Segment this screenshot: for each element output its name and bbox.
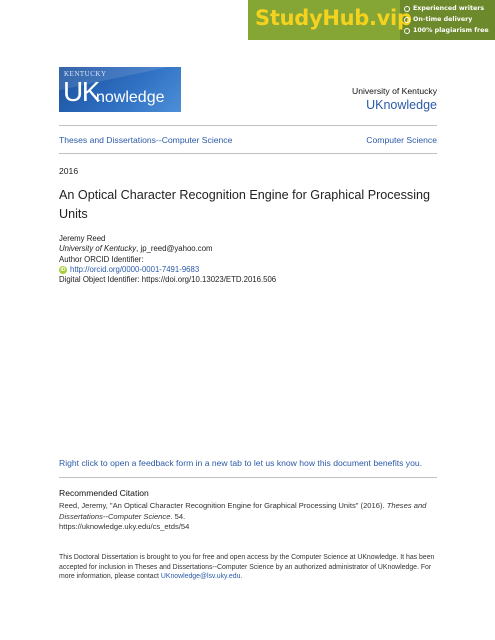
shield-icon [404, 28, 410, 34]
author-affiliation: University of Kentucky [59, 244, 137, 254]
series-link[interactable]: Theses and Dissertations--Computer Science [59, 135, 233, 145]
check-icon [404, 6, 410, 12]
doi: Digital Object Identifier: https://doi.org/10.13023/ETD.2016.506 [59, 275, 277, 285]
footer-notice: This Doctoral Dissertation is brought to you for free and open access by the Computer Science at UKnowledge. It has been accepted for inclusion in Theses and Dissertations--Computer Science by an authorized administrator of UKnowledge. For more information, please contact UKnowledge@lsv.uky.edu. [59, 554, 435, 581]
divider [59, 477, 437, 478]
logo-kentucky: KENTUCKY [64, 70, 107, 78]
citation-body: Reed, Jeremy, "An Optical Character Recognition Engine for Graphical Processing Units" (2016). Theses and Dissertations--Computer Science. 54. https://uknowledge.uky.edu/cs_etds/54 [59, 501, 427, 531]
orcid-row [59, 265, 276, 275]
university-name: University of Kentucky [351, 86, 437, 96]
author-email: , jp_reed@yahoo.com [136, 244, 213, 254]
orcid-icon: iD [60, 266, 66, 273]
banner-feature: 100% plagiarism free [404, 25, 494, 36]
banner-features [404, 3, 494, 36]
divider [59, 153, 437, 154]
author-name: Jeremy Reed [59, 234, 106, 243]
logo-uk: UK [63, 76, 99, 107]
feedback-link[interactable]: Right click to open a feedback form in a new tab to let us know how this document benefits you. [59, 458, 423, 468]
orcid-label: Author ORCID Identifier: [59, 254, 144, 264]
author-affiliation-line [59, 244, 276, 254]
citation-series: Theses and Dissertations--Computer Science [59, 501, 427, 521]
citation-url[interactable]: https://uknowledge.uky.edu/cs_etds/54 [59, 522, 190, 531]
document-title: An Optical Character Recognition Engine for Graphical Processing Units [59, 188, 431, 221]
uknowledge-logo[interactable] [59, 67, 181, 112]
divider [59, 125, 437, 126]
studyhub-logo: StudyHub.vip [255, 6, 412, 30]
department-link[interactable]: Computer Science [366, 135, 437, 145]
repository-link[interactable]: UKnowledge [366, 98, 437, 112]
banner-logo-area [248, 0, 412, 40]
citation-heading: Recommended Citation [59, 488, 149, 498]
contact-email-link[interactable]: UKnowledge@lsv.uky.edu [160, 573, 241, 581]
banner-feature: On-time delivery [404, 14, 494, 25]
author-block [59, 234, 276, 285]
clock-icon [404, 17, 410, 23]
orcid-link[interactable]: http://orcid.org/0000-0001-7491-9683 [70, 264, 200, 274]
studyhub-banner[interactable] [248, 0, 495, 40]
logo-knowledge: nowledge [96, 89, 165, 106]
banner-feature: Experienced writers [404, 3, 494, 14]
publication-year: 2016 [59, 166, 79, 176]
